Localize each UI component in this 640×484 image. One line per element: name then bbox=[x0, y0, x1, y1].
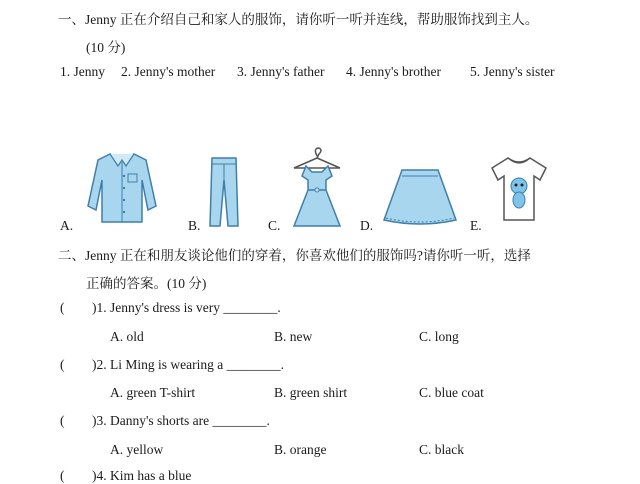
question-1: )1. Jenny's dress is very ________. bbox=[92, 300, 281, 315]
t-shirt-icon bbox=[488, 154, 550, 224]
dress-on-hanger-icon bbox=[286, 146, 348, 230]
answer-paren-2[interactable]: ( bbox=[60, 357, 65, 372]
letter-a: A. bbox=[60, 218, 74, 233]
q2-option-c: C. blue coat bbox=[419, 385, 484, 400]
section2-instruction-line2: 正确的答案。(10 分) bbox=[86, 276, 207, 291]
person-5: 5. Jenny's sister bbox=[470, 64, 555, 79]
section1-instruction: 一、Jenny 正在介绍自己和家人的服饰，请你听一听并连线，帮助服饰找到主人。 bbox=[58, 12, 539, 27]
q2-option-a: A. green T-shirt bbox=[110, 385, 196, 400]
letter-e: E. bbox=[470, 218, 482, 233]
trousers-icon bbox=[206, 156, 242, 228]
q1-option-c: C. long bbox=[419, 329, 459, 344]
long-sleeve-shirt-icon bbox=[82, 150, 162, 226]
answer-paren-4[interactable]: ( bbox=[60, 468, 65, 483]
q1-option-b: B. new bbox=[274, 329, 313, 344]
section2-instruction-line1: 二、Jenny 正在和朋友谈论他们的穿着，你喜欢他们的服饰吗?请你听一听，选择 bbox=[58, 248, 531, 263]
person-4: 4. Jenny's brother bbox=[346, 64, 442, 79]
skirt-icon bbox=[380, 168, 460, 228]
q1-option-a: A. old bbox=[110, 329, 144, 344]
q3-option-b: B. orange bbox=[274, 442, 327, 457]
person-1: 1. Jenny bbox=[60, 64, 105, 79]
person-2: 2. Jenny's mother bbox=[121, 64, 216, 79]
question-2: )2. Li Ming is wearing a ________. bbox=[92, 357, 284, 372]
q3-option-c: C. black bbox=[419, 442, 464, 457]
answer-paren-1[interactable]: ( bbox=[60, 300, 65, 315]
section1-score: (10 分) bbox=[86, 40, 126, 55]
q2-option-b: B. green shirt bbox=[274, 385, 348, 400]
letter-c: C. bbox=[268, 218, 281, 233]
person-3: 3. Jenny's father bbox=[237, 64, 325, 79]
answer-paren-3[interactable]: ( bbox=[60, 413, 65, 428]
question-3: )3. Danny's shorts are ________. bbox=[92, 413, 270, 428]
letter-b: B. bbox=[188, 218, 201, 233]
question-4: )4. Kim has a blue bbox=[92, 468, 192, 483]
q3-option-a: A. yellow bbox=[110, 442, 164, 457]
letter-d: D. bbox=[360, 218, 374, 233]
